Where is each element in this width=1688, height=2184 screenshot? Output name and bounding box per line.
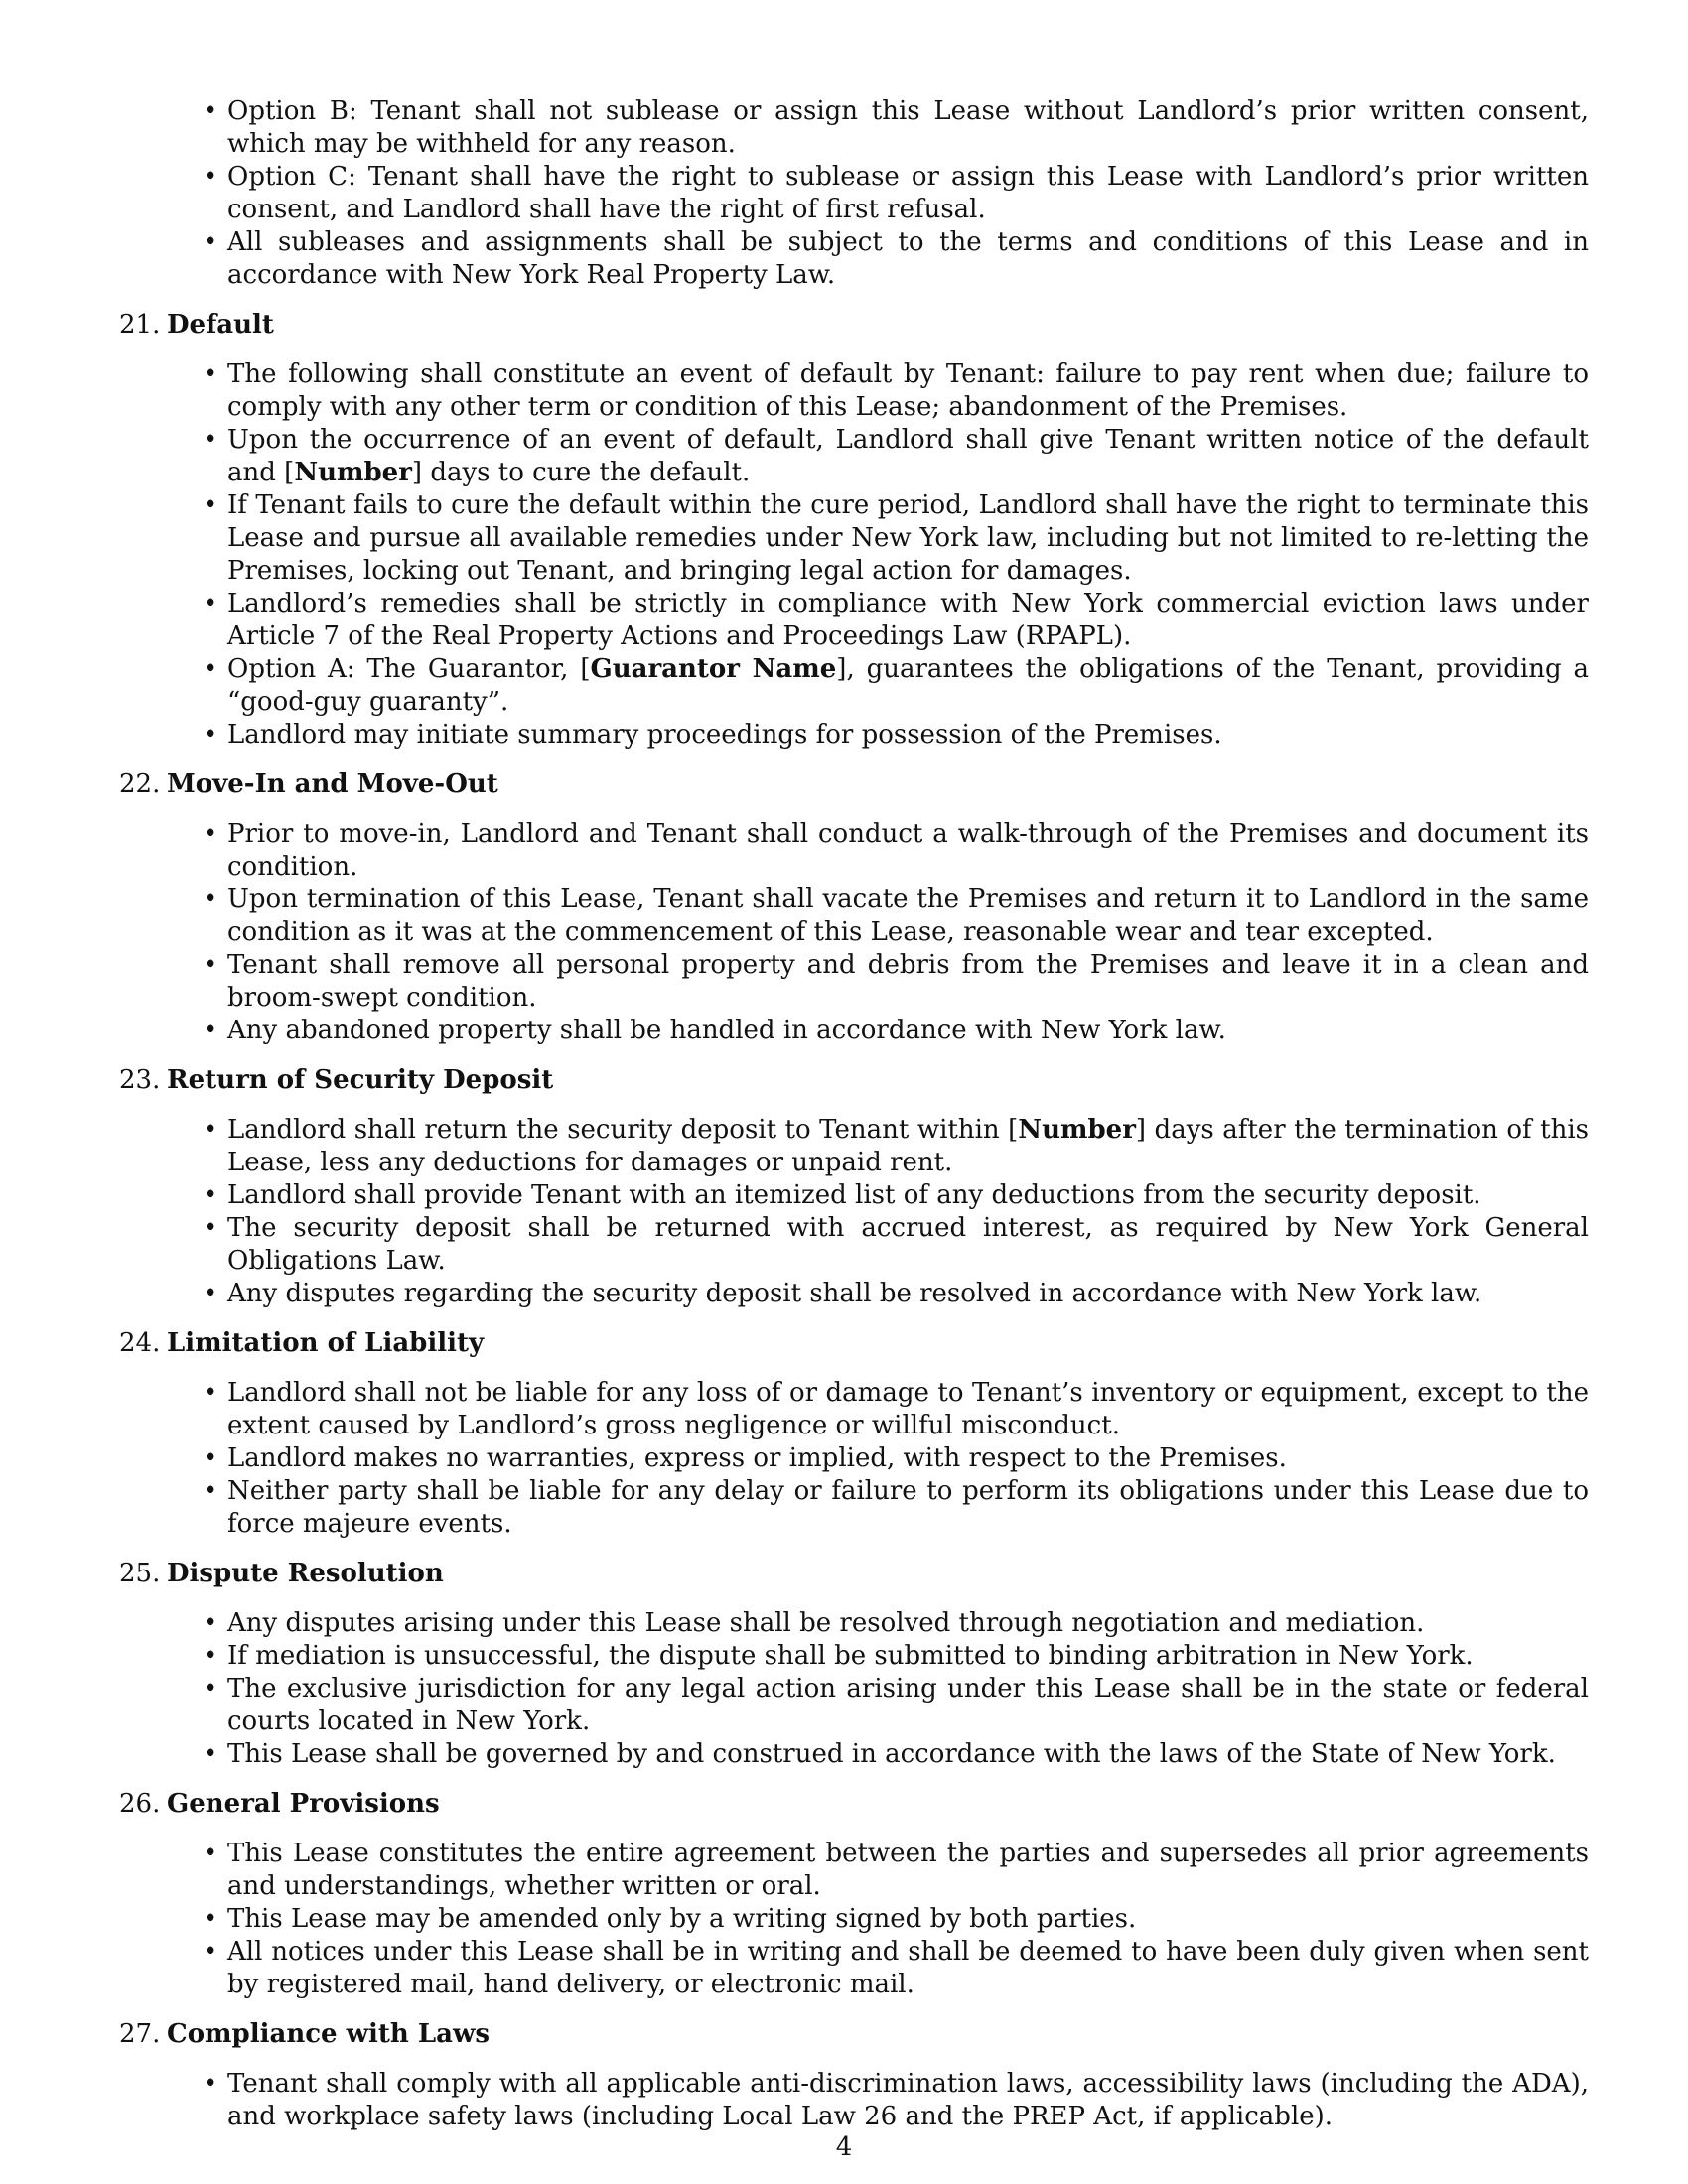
section-heading xyxy=(119,309,1589,341)
section-title: Move-In and Move-Out xyxy=(167,769,498,799)
list-item: • The security deposit shall be returned with accrued interest, as required by New York General Obligations Law. xyxy=(227,1212,1589,1278)
list-item: • Neither party shall be liable for any delay or failure to perform its obligations under this Lease due to force majeure events. xyxy=(227,1475,1589,1541)
section-number: 27. xyxy=(119,2019,161,2049)
section-number: 21. xyxy=(119,310,161,340)
list-item: • Landlord’s remedies shall be strictly in compliance with New York commercial eviction laws under Article 7 of the Real Property Actions and Proceedings Law (RPAPL). xyxy=(227,588,1589,653)
list-item-text: ] days after the termination of this Lease, less any deductions for damages or unpaid rent. xyxy=(227,1115,1589,1177)
list-item: • Any abandoned property shall be handled in accordance with New York law. xyxy=(227,1015,1589,1047)
list-item: • If Tenant fails to cure the default within the cure period, Landlord shall have the right to terminate this Lease and pursue all available remedies under New York law, including but not limited to re-letting the Premises, locking out Tenant, and bringing legal action for damages. xyxy=(227,489,1589,588)
section-number: 23. xyxy=(119,1065,161,1095)
list-item-text: Landlord shall return the security deposit to Tenant within [ xyxy=(227,1115,1019,1145)
section-title: Compliance with Laws xyxy=(167,2019,491,2049)
section-bullet-list xyxy=(167,1838,1589,2001)
section-bullet-list xyxy=(167,1377,1589,1541)
section-return-of-security-deposit xyxy=(119,1064,1589,1310)
section-bullet-list xyxy=(167,1607,1589,1771)
section-title: Dispute Resolution xyxy=(167,1559,444,1588)
section-title: Return of Security Deposit xyxy=(167,1065,554,1095)
section-heading xyxy=(119,1788,1589,1821)
list-item: • Upon termination of this Lease, Tenant shall vacate the Premises and return it to Landlord in the same condition as it was at the commencement of this Lease, reasonable wear and tear excepted. xyxy=(227,884,1589,949)
list-item: • This Lease constitutes the entire agreement between the parties and supersedes all prior agreements and understandings, whether written or oral. xyxy=(227,1838,1589,1903)
section-bullet-list xyxy=(167,1114,1589,1310)
list-item: • Tenant shall comply with all applicable anti-discrimination laws, accessibility laws (including the ADA), and workplace safety laws (including Local Law 26 and the PREP Act, if applicable). xyxy=(227,2068,1589,2133)
section-compliance-with-laws xyxy=(119,2018,1589,2133)
list-item: • Option B: Tenant shall not sublease or assign this Lease without Landlord’s prior written consent, which may be withheld for any reason. xyxy=(227,95,1589,161)
section-limitation-of-liability xyxy=(119,1327,1589,1541)
list-item: • The following shall constitute an event of default by Tenant: failure to pay rent when due; failure to comply with any other term or condition of this Lease; abandonment of the Premises. xyxy=(227,358,1589,424)
list-item-text: ], guarantees the obligations of the Tenant, providing a “good-guy guaranty”. xyxy=(227,654,1589,717)
list-item xyxy=(227,653,1589,719)
section-heading xyxy=(119,1064,1589,1097)
list-item-text: ] days to cure the default. xyxy=(411,458,751,487)
list-item xyxy=(227,424,1589,489)
section-number: 24. xyxy=(119,1328,161,1358)
placeholder-number: Number xyxy=(294,458,412,487)
section-move-in-move-out xyxy=(119,768,1589,1047)
list-item: • Prior to move-in, Landlord and Tenant shall conduct a walk-through of the Premises and document its condition. xyxy=(227,818,1589,884)
section-number: 22. xyxy=(119,769,161,799)
section-bullet-list xyxy=(167,818,1589,1047)
section-title: General Provisions xyxy=(167,1789,440,1819)
intro-bullet-list xyxy=(167,95,1589,292)
list-item: • Tenant shall remove all personal property and debris from the Premises and leave it in a clean and broom-swept condition. xyxy=(227,949,1589,1015)
section-heading xyxy=(119,2018,1589,2051)
list-item: • All notices under this Lease shall be in writing and shall be deemed to have been duly given when sent by registered mail, hand delivery, or electronic mail. xyxy=(227,1936,1589,2001)
section-number: 25. xyxy=(119,1559,161,1588)
section-bullet-list xyxy=(167,358,1589,751)
list-item-text: Option A: The Guarantor, [ xyxy=(227,654,591,684)
section-heading xyxy=(119,1558,1589,1590)
page-number: 4 xyxy=(835,2132,853,2162)
placeholder-number: Number xyxy=(1018,1115,1136,1145)
section-title: Default xyxy=(167,310,274,340)
section-heading xyxy=(119,768,1589,801)
placeholder-guarantor-name: Guarantor Name xyxy=(590,654,837,684)
list-item: • Any disputes arising under this Lease shall be resolved through negotiation and mediation. xyxy=(227,1607,1589,1640)
section-bullet-list xyxy=(167,2068,1589,2133)
list-item: • This Lease may be amended only by a writing signed by both parties. xyxy=(227,1903,1589,1936)
list-item: • Landlord makes no warranties, express or implied, with respect to the Premises. xyxy=(227,1442,1589,1475)
list-item: • This Lease shall be governed by and construed in accordance with the laws of the State of New York. xyxy=(227,1738,1589,1771)
document-content xyxy=(119,95,1589,2133)
section-number: 26. xyxy=(119,1789,161,1819)
list-item: • The exclusive jurisdiction for any legal action arising under this Lease shall be in the state or federal courts located in New York. xyxy=(227,1673,1589,1738)
section-dispute-resolution xyxy=(119,1558,1589,1771)
list-item-text: Upon the occurrence of an event of default, Landlord shall give Tenant written notice of the default and [ xyxy=(227,425,1589,487)
list-item xyxy=(227,1114,1589,1179)
section-heading xyxy=(119,1327,1589,1360)
list-item: • Option C: Tenant shall have the right to sublease or assign this Lease with Landlord’s prior written consent, and Landlord shall have the right of first refusal. xyxy=(227,161,1589,226)
list-item: • Landlord shall not be liable for any loss of or damage to Tenant’s inventory or equipment, except to the extent caused by Landlord’s gross negligence or willful misconduct. xyxy=(227,1377,1589,1442)
list-item: • All subleases and assignments shall be subject to the terms and conditions of this Lease and in accordance with New York Real Property Law. xyxy=(227,226,1589,292)
list-item: • Landlord may initiate summary proceedings for possession of the Premises. xyxy=(227,719,1589,751)
section-title: Limitation of Liability xyxy=(167,1328,485,1358)
list-item: • Any disputes regarding the security deposit shall be resolved in accordance with New York law. xyxy=(227,1278,1589,1310)
section-default xyxy=(119,309,1589,751)
list-item: • Landlord shall provide Tenant with an itemized list of any deductions from the security deposit. xyxy=(227,1179,1589,1212)
section-general-provisions xyxy=(119,1788,1589,2001)
list-item: • If mediation is unsuccessful, the dispute shall be submitted to binding arbitration in New York. xyxy=(227,1640,1589,1673)
